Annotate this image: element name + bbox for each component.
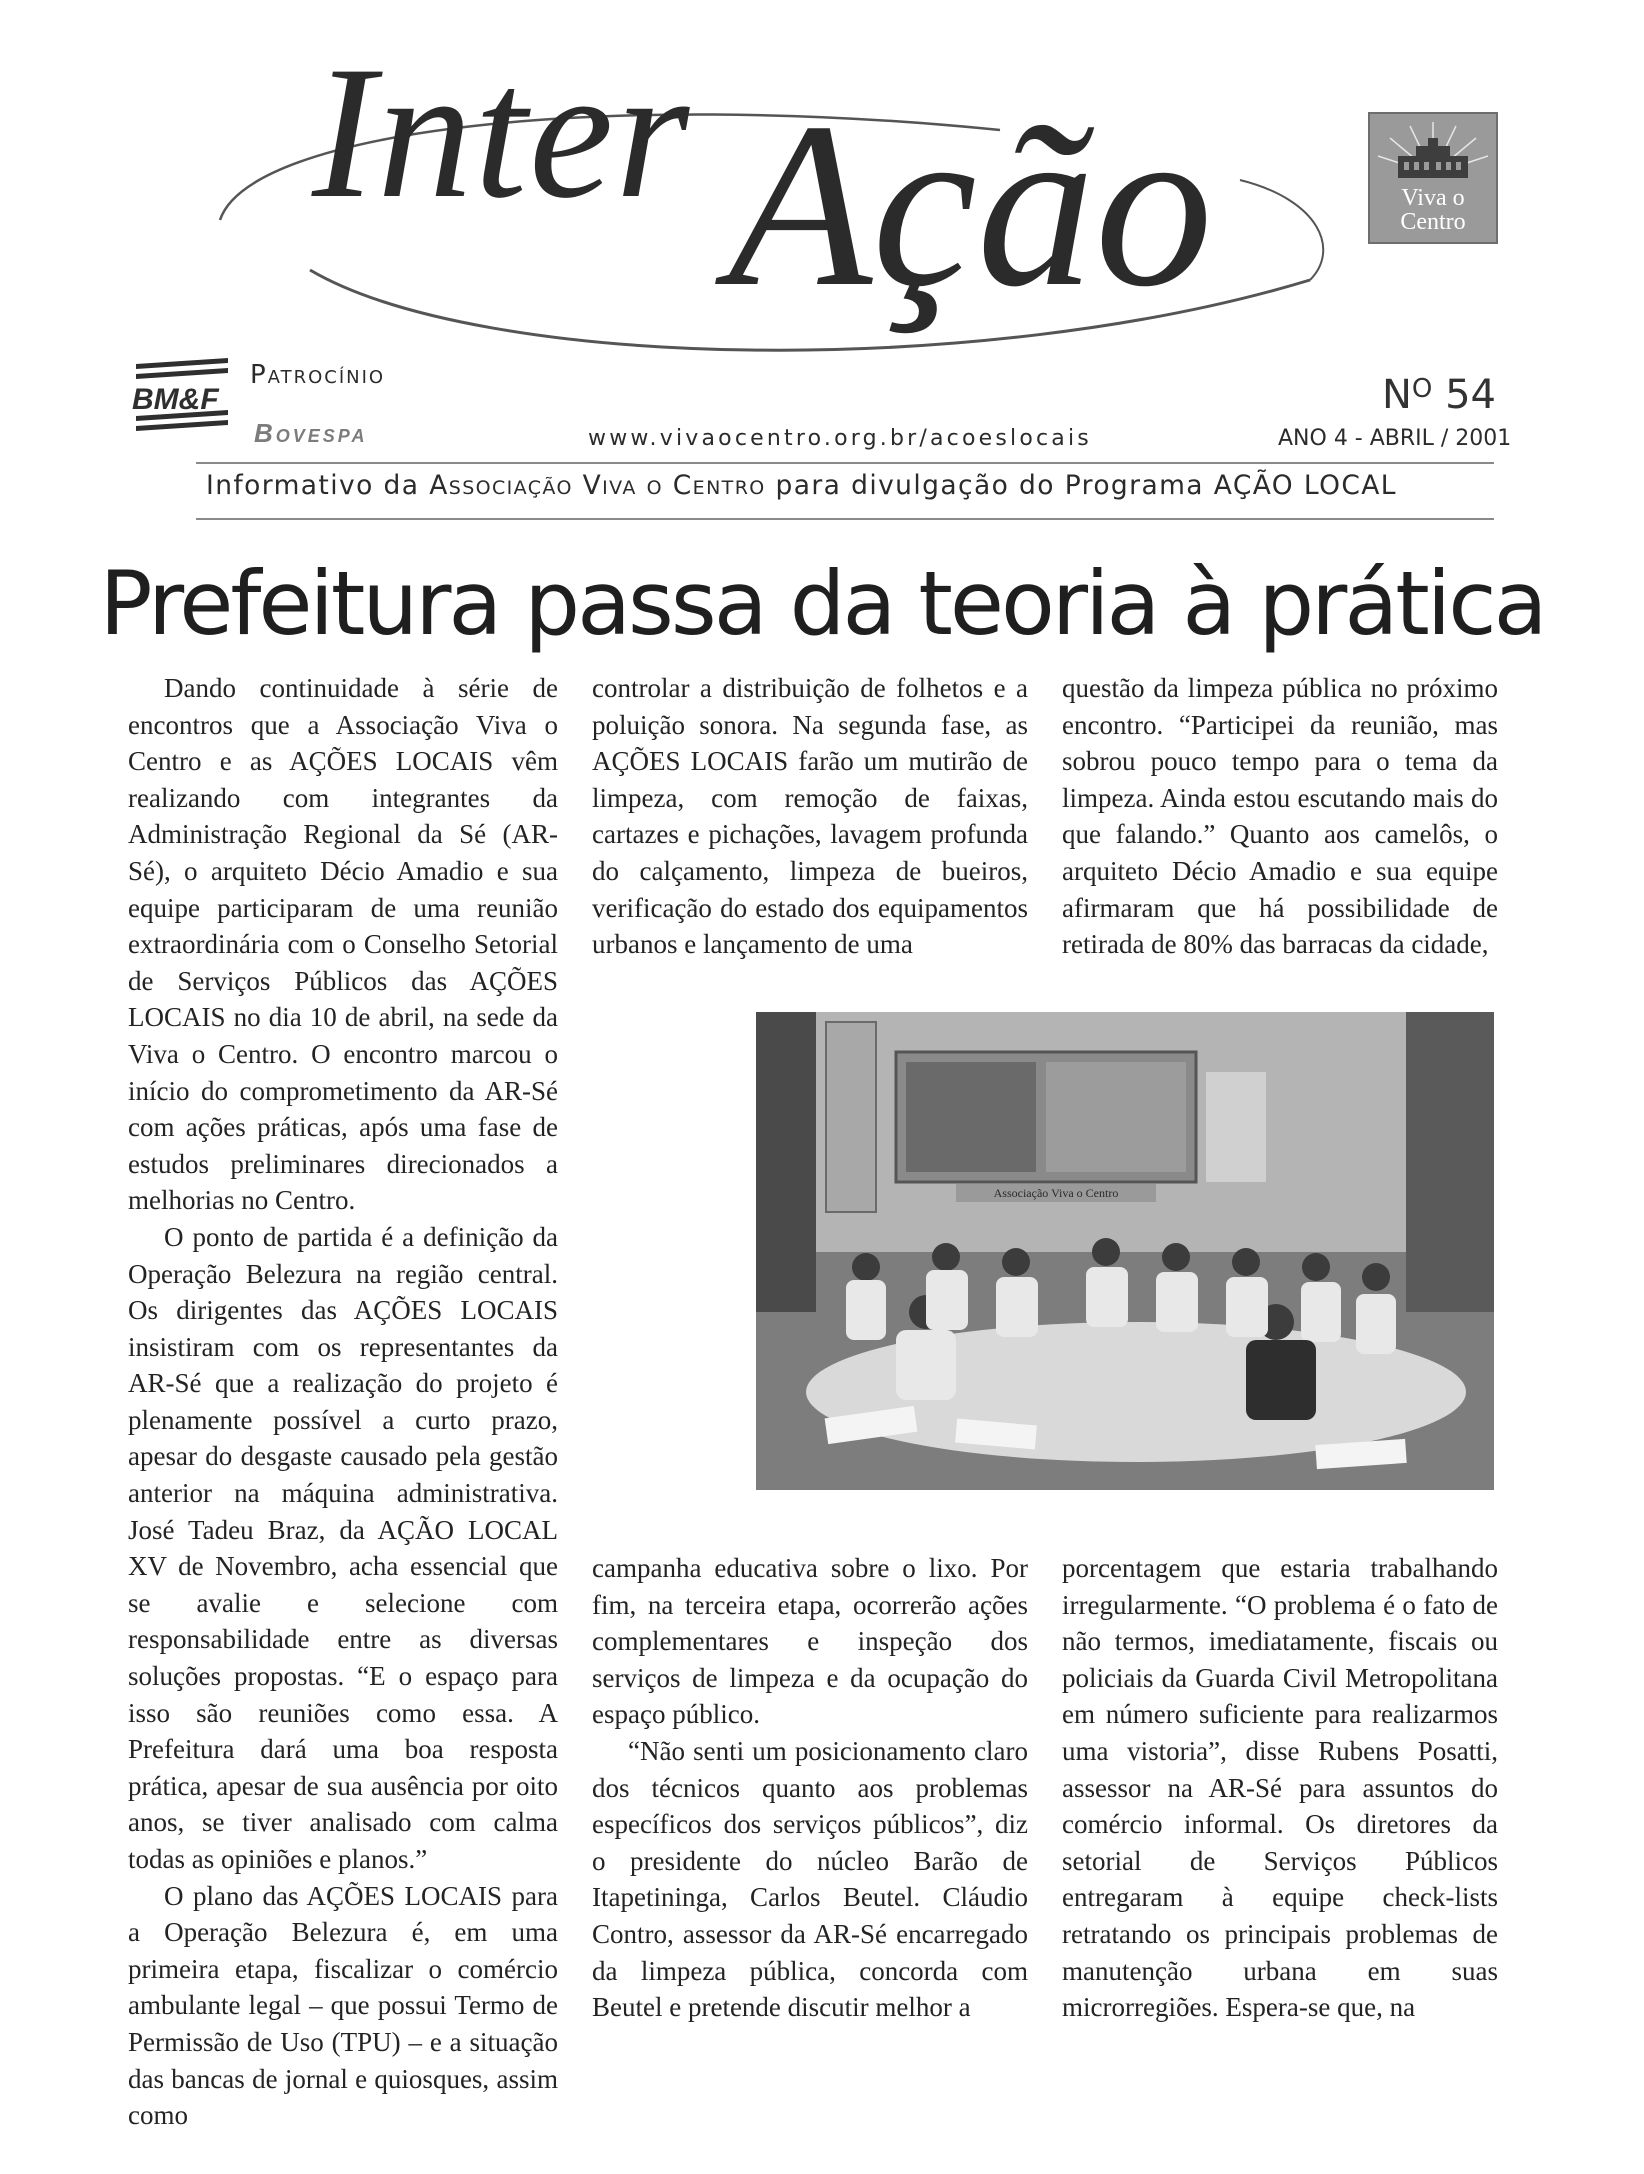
sponsor-name: Bovespa bbox=[254, 418, 368, 448]
issue-prefix: N bbox=[1382, 372, 1412, 418]
website-url: www.vivaocentro.org.br/acoeslocais bbox=[588, 426, 1092, 451]
article-column-3-bottom bbox=[1062, 1550, 1498, 2026]
logo-text-centro: Centro bbox=[1400, 209, 1466, 235]
article-headline: Prefeitura passa da teoria à prática bbox=[99, 552, 1545, 655]
article-paragraph: O plano das AÇÕES LOCAIS para a Operação Belezura é, em uma primeira etapa, fiscalizar o comércio ambulante legal – que possui Termo de Permissão de Uso (TPU) – e a situação das bancas de jornal e quiosques, assim como bbox=[128, 1880, 558, 2131]
article-paragraph: “Não senti um posicionamento claro dos técnicos quanto aos problemas específicos dos serviços públicos”, diz o presidente do núcleo Barão de Itapetininga, Carlos Beutel. Cláudio Contro, assessor da AR-Sé encarregado da limpeza pública, concorda com Beutel e pretende discutir melhor a bbox=[592, 1735, 1028, 2023]
tagline bbox=[206, 470, 1397, 501]
sponsor-label: Patrocínio bbox=[250, 360, 386, 390]
article-column-2-top bbox=[592, 670, 1028, 963]
bmf-logo-icon bbox=[128, 354, 240, 434]
article-paragraph: campanha educativa sobre o lixo. Por fim, na terceira etapa, ocorrerão ações complementares e inspeção dos serviços de limpeza e da ocupação do espaço público. bbox=[592, 1553, 1028, 1730]
article-paragraph: controlar a distribuição de folhetos e a poluição sonora. Na segunda fase, as AÇÕES LOCAIS farão um mutirão de limpeza, com remoção de faixas, cartazes e pichações, lavagem profunda do calçamento, limpeza de bueiros, verificação do estado dos equipamentos urbanos e lançamento de uma bbox=[592, 673, 1028, 960]
divider-top bbox=[196, 462, 1494, 464]
logo-text-viva: Viva o bbox=[1401, 185, 1465, 211]
viva-o-centro-logo bbox=[1368, 112, 1498, 244]
article-column-1 bbox=[128, 670, 558, 2134]
issue-number bbox=[1382, 372, 1496, 418]
masthead-title-acao: Ação bbox=[728, 75, 1213, 336]
tagline-part-c: para divulgação do Programa AÇÃO LOCAL bbox=[775, 470, 1397, 501]
photo-wall-banner-text: Associação Viva o Centro bbox=[993, 1186, 1119, 1200]
article-paragraph: porcentagem que estaria trabalhando irregularmente. “O problema é o fato de não termos, imediatamente, fiscais ou policiais da Guarda Civil Metropolitana em número suficiente para realizarmos uma vistoria”, disse Rubens Posatti, assessor na AR-Sé para assuntos do comércio informal. Os diretores da setorial de Serviços Públicos entregaram à equipe check-lists retratando os principais problemas de manutenção urbana em suas microrregiões. Espera-se que, na bbox=[1062, 1553, 1498, 2023]
tagline-part-b: Associação Viva o Centro bbox=[429, 470, 766, 501]
meeting-photo bbox=[756, 1012, 1494, 1490]
issue-date: ANO 4 - ABRIL / 2001 bbox=[1278, 426, 1512, 451]
tagline-part-a: Informativo da bbox=[206, 470, 420, 501]
sunburst-building-icon bbox=[1370, 114, 1496, 186]
masthead-title-inter: Inter bbox=[312, 28, 692, 238]
issue-number-value: 54 bbox=[1445, 372, 1497, 418]
issue-sup: O bbox=[1411, 374, 1433, 404]
divider-bottom bbox=[196, 518, 1494, 520]
article-paragraph: O ponto de partida é a definição da Operação Belezura na região central. Os dirigentes das AÇÕES LOCAIS insistiram com os representantes da AR-Sé que a realização do projeto é plenamente possível a curto prazo, apesar do desgaste causado pela gestão anterior na máquina administrativa. José Tadeu Braz, da AÇÃO LOCAL XV de Novembro, acha essencial que se avalie e selecione com responsabilidade entre as diversas soluções propostas. “E o espaço para isso são reuniões como essa. A Prefeitura dará uma boa resposta prática, apesar de sua ausência por oito anos, se tiver analisado com calma todas as opiniões e planos.” bbox=[128, 1221, 558, 1874]
article-column-2-bottom bbox=[592, 1550, 1028, 2026]
article-paragraph: questão da limpeza pública no próximo encontro. “Participei da reunião, mas sobrou pouco tempo para o tema da limpeza. Ainda estou escutando mais do que falando.” Quanto aos camelôs, o arquiteto Décio Amadio e sua equipe afirmaram que há possibilidade de retirada de 80% das barracas da cidade, bbox=[1062, 673, 1498, 960]
bmf-logo-text: BM&F bbox=[132, 383, 219, 416]
article-paragraph: Dando continuidade à série de encontros que a Associação Viva o Centro e as AÇÕES LOCAIS vêm realizando com integrantes da Administração Regional da Sé (AR-Sé), o arquiteto Décio Amadio e sua equipe participaram de uma reunião extraordinária com o Conselho Setorial de Serviços Públicos das AÇÕES LOCAIS no dia 10 de abril, na sede da Viva o Centro. O encontro marcou o início do comprometimento da AR-Sé com ações práticas, após uma fase de estudos preliminares direcionados a melhorias no Centro. bbox=[128, 673, 558, 1216]
article-column-3-top bbox=[1062, 670, 1498, 963]
